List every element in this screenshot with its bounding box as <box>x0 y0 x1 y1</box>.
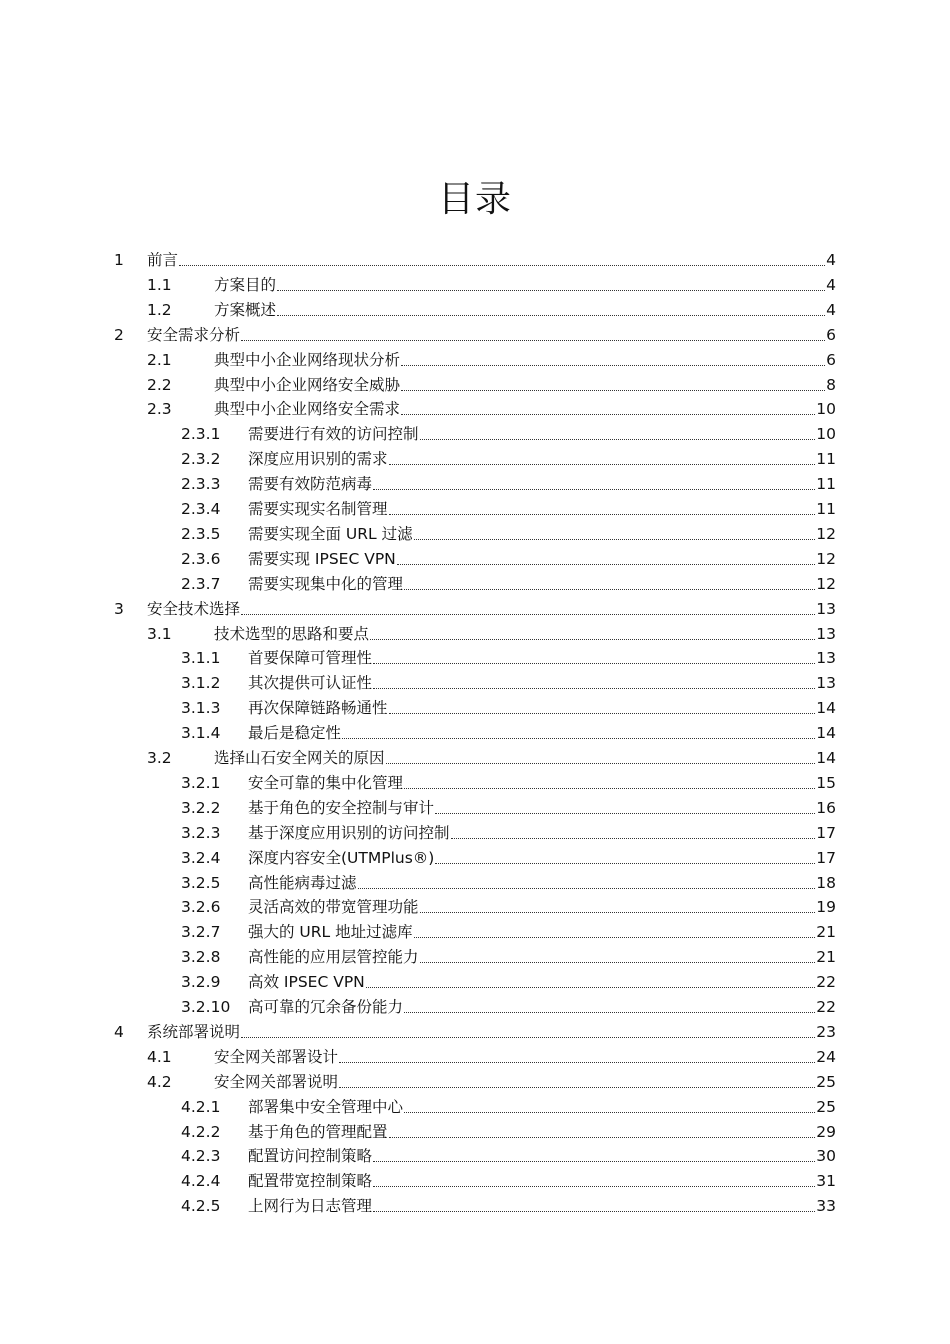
toc-entry-title: 需要有效防范病毒 <box>248 475 373 494</box>
toc-entry[interactable] <box>147 346 836 371</box>
toc-entry-number: 4.2.2 <box>181 1122 221 1141</box>
toc-entry[interactable] <box>181 968 836 993</box>
toc-entry-page: 13 <box>816 649 836 668</box>
toc-leader-dots <box>370 638 815 640</box>
toc-entry-title: 基于角色的管理配置 <box>248 1122 388 1141</box>
toc-entry-page: 25 <box>816 1072 836 1091</box>
toc-leader-dots <box>389 712 816 714</box>
toc-entry-page: 6 <box>826 350 836 369</box>
toc-entry[interactable] <box>181 1093 836 1118</box>
toc-leader-dots <box>358 887 816 889</box>
toc-entry-number: 1 <box>114 251 124 269</box>
toc-entry-page: 11 <box>816 450 836 469</box>
toc-entry-number: 4.2.3 <box>181 1147 221 1166</box>
toc-entry-number: 2.1 <box>147 350 172 369</box>
toc-entry-number: 2.3 <box>147 400 172 419</box>
toc-entry[interactable] <box>147 371 836 396</box>
toc-entry-page: 18 <box>816 873 836 892</box>
toc-leader-dots <box>397 563 815 565</box>
toc-entry-number: 4 <box>114 1022 124 1041</box>
toc-entry-page: 22 <box>816 973 836 992</box>
toc-entry-number: 4.2.1 <box>181 1097 221 1116</box>
toc-entry-page: 30 <box>816 1147 836 1166</box>
toc-leader-dots <box>277 314 825 316</box>
toc-entry-number: 3.1 <box>147 624 172 643</box>
toc-entry-number: 2.3.7 <box>181 574 221 593</box>
toc-leader-dots <box>389 1136 816 1138</box>
toc-entry-title: 高性能的应用层管控能力 <box>248 948 419 967</box>
toc-entry[interactable] <box>181 644 836 669</box>
toc-entry-title: 方案目的 <box>214 275 277 294</box>
toc-entry-number: 3.2.8 <box>181 948 221 967</box>
toc-entry-page: 12 <box>816 524 836 543</box>
toc-entry-title: 需要实现实名制管理 <box>248 500 388 518</box>
toc-entry-title: 基于深度应用识别的访问控制 <box>248 823 450 842</box>
toc-entry-number: 3.2.10 <box>181 998 231 1016</box>
toc-leader-dots <box>404 1011 815 1013</box>
toc-entry[interactable] <box>147 271 836 296</box>
toc-entry[interactable] <box>181 495 836 520</box>
toc-entry-title: 高性能病毒过滤 <box>248 873 357 892</box>
toc-leader-dots <box>420 438 816 440</box>
toc-entry-number: 2.3.6 <box>181 549 221 568</box>
toc-entry[interactable] <box>181 520 836 545</box>
toc-leader-dots <box>435 812 815 814</box>
toc-leader-dots <box>373 662 815 664</box>
toc-entry-title: 需要进行有效的访问控制 <box>248 425 419 444</box>
toc-entry-title: 安全可靠的集中化管理 <box>248 773 404 792</box>
toc-entry[interactable] <box>181 1118 836 1143</box>
toc-entry-page: 13 <box>816 624 836 643</box>
toc-entry[interactable] <box>181 918 836 943</box>
toc-entry-page: 17 <box>816 823 836 842</box>
toc-entry-title: 技术选型的思路和要点 <box>214 624 370 643</box>
toc-leader-dots <box>404 787 815 789</box>
toc-entry-title: 强大的 URL 地址过滤库 <box>248 923 413 942</box>
toc-leader-dots <box>401 364 825 366</box>
toc-entry-page: 33 <box>816 1197 836 1216</box>
toc-entry[interactable] <box>181 694 836 719</box>
toc-entry[interactable] <box>181 769 836 794</box>
toc-entry[interactable] <box>181 1192 836 1217</box>
toc-entry-title: 典型中小企业网络安全需求 <box>214 400 401 419</box>
toc-entry-title: 部署集中安全管理中心 <box>248 1097 404 1116</box>
toc-leader-dots <box>414 538 816 540</box>
toc-entry-page: 14 <box>816 749 836 767</box>
toc-entry-page: 15 <box>816 773 836 792</box>
toc-entry[interactable] <box>181 844 836 869</box>
toc-entry-number: 4.2 <box>147 1072 172 1091</box>
toc-entry-title: 最后是稳定性 <box>248 724 342 743</box>
toc-leader-dots <box>241 613 815 615</box>
toc-entry-number: 3.2.4 <box>181 848 221 867</box>
toc-entry-title: 高效 IPSEC VPN <box>248 973 365 992</box>
toc-entry-title: 首要保障可管理性 <box>248 649 373 668</box>
toc-entry-number: 3.1.2 <box>181 674 221 693</box>
toc-entry[interactable] <box>181 1142 836 1167</box>
toc-entry-title: 方案概述 <box>214 300 277 319</box>
toc-leader-dots <box>404 1111 815 1113</box>
toc-leader-dots <box>389 513 816 515</box>
toc-entry[interactable] <box>181 943 836 968</box>
toc-entry-page: 14 <box>816 699 836 718</box>
toc-entry-page: 22 <box>816 998 836 1016</box>
toc-entry-page: 21 <box>816 948 836 967</box>
toc-leader-dots <box>339 1061 815 1063</box>
toc-entry-number: 2.3.5 <box>181 524 221 543</box>
toc-entry-number: 2 <box>114 325 124 344</box>
toc-entry-number: 3.2.9 <box>181 973 221 992</box>
toc-entry[interactable] <box>147 296 836 321</box>
toc-entry[interactable] <box>147 1043 836 1068</box>
toc-leader-dots <box>373 1160 815 1162</box>
toc-entry[interactable] <box>181 719 836 744</box>
toc-entry-page: 17 <box>816 848 836 867</box>
toc-entry-page: 8 <box>826 375 836 394</box>
toc-entry-page: 12 <box>816 549 836 568</box>
toc-entry-page: 11 <box>816 500 836 518</box>
toc-entry[interactable] <box>181 570 836 595</box>
toc-entry-page: 14 <box>816 724 836 743</box>
toc-entry-page: 4 <box>826 275 836 294</box>
toc-entry-page: 16 <box>816 798 836 817</box>
toc-entry-number: 3.1.1 <box>181 649 221 668</box>
toc-entry-title: 安全需求分析 <box>147 325 241 344</box>
toc-entry[interactable] <box>114 1018 836 1043</box>
toc-entry-number: 4.1 <box>147 1047 172 1066</box>
toc-entry-number: 3.2.2 <box>181 798 221 817</box>
toc-entry-page: 31 <box>816 1172 836 1191</box>
toc-entry[interactable] <box>181 470 836 495</box>
toc-entry-title: 典型中小企业网络现状分析 <box>214 350 401 369</box>
toc-entry[interactable] <box>147 744 836 769</box>
toc-entry[interactable] <box>181 1167 836 1192</box>
toc-entry-title: 典型中小企业网络安全威胁 <box>214 375 401 394</box>
toc-entry-page: 13 <box>816 599 836 618</box>
toc-entry-number: 3.2 <box>147 749 172 767</box>
toc-entry-page: 23 <box>816 1022 836 1041</box>
toc-entry[interactable] <box>181 669 836 694</box>
toc-entry-number: 3.2.7 <box>181 923 221 942</box>
toc-entry-page: 12 <box>816 574 836 593</box>
toc-entry[interactable] <box>181 794 836 819</box>
toc-entry-page: 24 <box>816 1047 836 1066</box>
toc-entry-page: 11 <box>816 475 836 494</box>
toc-leader-dots <box>451 837 816 839</box>
toc-entry-number: 4.2.4 <box>181 1172 221 1191</box>
toc-entry-number: 2.3.3 <box>181 475 221 494</box>
toc-entry[interactable] <box>114 595 836 620</box>
toc-leader-dots <box>401 389 825 391</box>
toc-entry-number: 3.2.1 <box>181 773 221 792</box>
toc-entry-title: 其次提供可认证性 <box>248 674 373 693</box>
toc-entry-title: 需要实现全面 URL 过滤 <box>248 524 413 543</box>
toc-entry[interactable] <box>181 445 836 470</box>
toc-entry-number: 1.1 <box>147 275 172 294</box>
toc-entry-title: 上网行为日志管理 <box>248 1197 373 1216</box>
toc-entry-title: 安全网关部署设计 <box>214 1047 339 1066</box>
toc-entry-number: 2.3.4 <box>181 500 221 518</box>
toc-entry-number: 2.3.2 <box>181 450 221 469</box>
toc-leader-dots <box>373 488 815 490</box>
toc-entry-number: 2.3.1 <box>181 425 221 444</box>
toc-entry[interactable] <box>181 545 836 570</box>
toc-leader-dots <box>386 762 816 764</box>
toc-leader-dots <box>389 463 816 465</box>
toc-leader-dots <box>277 289 825 291</box>
toc-entry[interactable] <box>114 246 836 271</box>
toc-entry[interactable] <box>114 321 836 346</box>
toc-entry[interactable] <box>181 420 836 445</box>
toc-entry[interactable] <box>181 869 836 894</box>
toc-entry-title: 需要实现集中化的管理 <box>248 574 404 593</box>
toc-entry-title: 灵活高效的带宽管理功能 <box>248 898 419 917</box>
toc-entry-page: 4 <box>826 300 836 319</box>
toc-entry-title: 深度内容安全(UTMPlus®) <box>248 848 435 867</box>
toc-entry-title: 深度应用识别的需求 <box>248 450 388 469</box>
page-title: 目录 <box>437 179 512 220</box>
toc-entry-page: 6 <box>826 325 836 344</box>
toc-leader-dots <box>179 264 825 266</box>
toc-leader-dots <box>420 961 816 963</box>
toc-entry[interactable] <box>147 620 836 645</box>
toc-entry-number: 3.2.5 <box>181 873 221 892</box>
toc-entry[interactable] <box>181 893 836 918</box>
toc-entry-page: 21 <box>816 923 836 942</box>
toc-entry-page: 19 <box>816 898 836 917</box>
toc-leader-dots <box>342 737 815 739</box>
toc-entry-title: 再次保障链路畅通性 <box>248 699 388 718</box>
toc-entry-title: 安全网关部署说明 <box>214 1072 339 1091</box>
toc-entry-number: 3.2.3 <box>181 823 221 842</box>
toc-leader-dots <box>401 413 815 415</box>
toc-entry-title: 高可靠的冗余备份能力 <box>248 998 404 1016</box>
toc-entry-title: 配置访问控制策略 <box>248 1147 373 1166</box>
toc-entry-page: 10 <box>816 400 836 419</box>
toc-entry-title: 配置带宽控制策略 <box>248 1172 373 1191</box>
toc-entry[interactable] <box>181 993 836 1018</box>
toc-entry-number: 1.2 <box>147 300 172 319</box>
toc-leader-dots <box>373 687 815 689</box>
toc-leader-dots <box>339 1086 815 1088</box>
toc-leader-dots <box>420 911 816 913</box>
toc-leader-dots <box>241 1036 815 1038</box>
toc-leader-dots <box>414 936 816 938</box>
toc-leader-dots <box>241 339 825 341</box>
toc-leader-dots <box>366 986 815 988</box>
toc-entry-number: 3.1.3 <box>181 699 221 718</box>
toc-entry-title: 前言 <box>147 251 179 269</box>
toc-entry-title: 安全技术选择 <box>147 599 241 618</box>
toc-entry[interactable] <box>147 395 836 420</box>
toc-entry-number: 3.2.6 <box>181 898 221 917</box>
toc-entry[interactable] <box>147 1068 836 1093</box>
toc-entry-page: 29 <box>816 1122 836 1141</box>
toc-entry-number: 3.1.4 <box>181 724 221 743</box>
toc-leader-dots <box>404 588 815 590</box>
toc-entry-title: 系统部署说明 <box>147 1022 241 1041</box>
toc-entry-number: 4.2.5 <box>181 1197 221 1216</box>
toc-entry-number: 2.2 <box>147 375 172 394</box>
toc-entry-title: 基于角色的安全控制与审计 <box>248 798 435 817</box>
toc-entry-title: 需要实现 IPSEC VPN <box>248 549 396 568</box>
toc-leader-dots <box>435 862 815 864</box>
toc-entry-page: 4 <box>826 251 836 269</box>
toc-entry-number: 3 <box>114 599 124 618</box>
toc-entry-title: 选择山石安全网关的原因 <box>214 749 385 767</box>
toc-leader-dots <box>373 1210 815 1212</box>
toc-entry[interactable] <box>181 819 836 844</box>
toc-entry-page: 13 <box>816 674 836 693</box>
toc-leader-dots <box>373 1185 815 1187</box>
toc-entry-page: 10 <box>816 425 836 444</box>
toc-entry-page: 25 <box>816 1097 836 1116</box>
